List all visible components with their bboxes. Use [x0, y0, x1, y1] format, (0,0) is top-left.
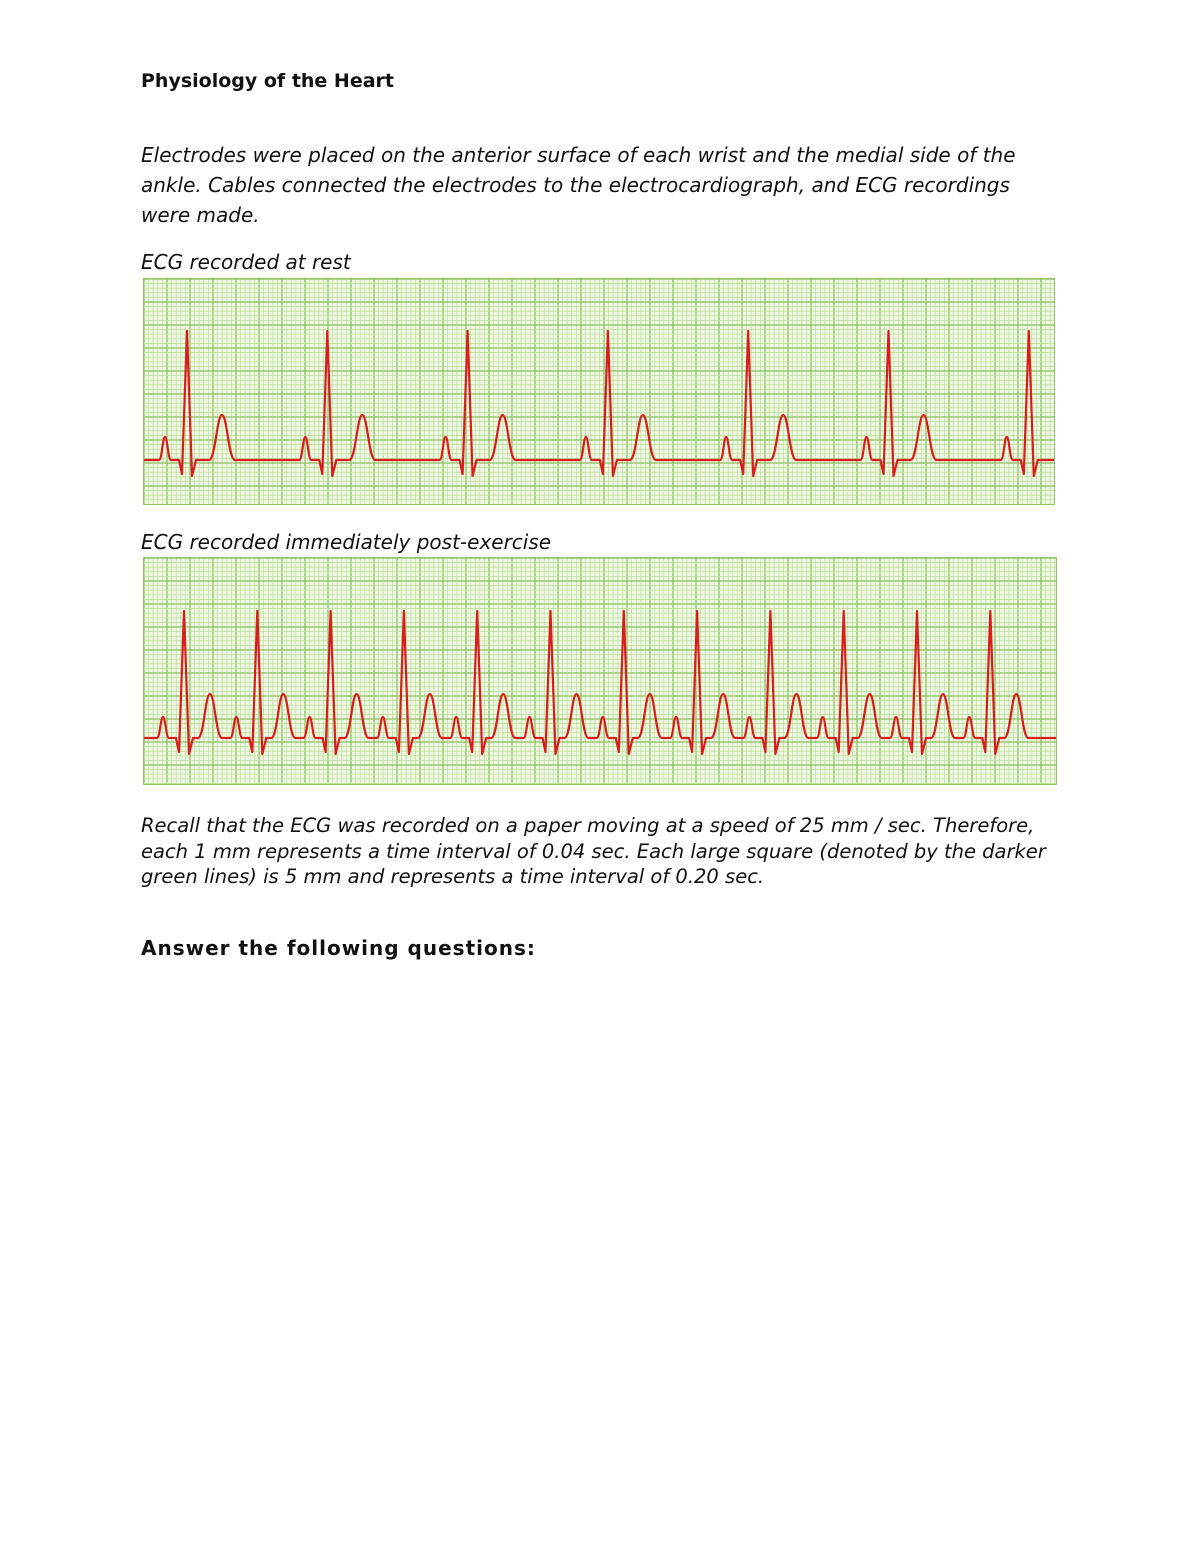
- ecg-rest-strip: [143, 278, 1055, 505]
- intro-paragraph: Electrodes were placed on the anterior surface of each wrist and the medial side of the ankle. Cables connected the electrodes to the electrocardiograph, and ECG recordings were made.: [141, 143, 1016, 227]
- answer-heading: Answer the following questions:: [141, 936, 536, 960]
- ecg-rest-chart: [144, 279, 1054, 504]
- ecg-grid: [144, 279, 1054, 504]
- document-title: Physiology of the Heart: [141, 70, 394, 92]
- ecg-post-exercise-chart: [144, 558, 1056, 784]
- ecg-rest-label: ECG recorded at rest: [141, 250, 351, 274]
- ecg-post-exercise-label: ECG recorded immediately post-exercise: [141, 530, 552, 554]
- recall-paragraph: Recall that the ECG was recorded on a paper moving at a speed of 25 mm / sec. Therefore, each 1 mm represents a time interval of 0.04 sec. Each large square (denoted by the darker green lines) is 5 mm and represents a time interval of 0.20 sec.: [141, 814, 1046, 888]
- ecg-post-exercise-strip: [143, 557, 1057, 785]
